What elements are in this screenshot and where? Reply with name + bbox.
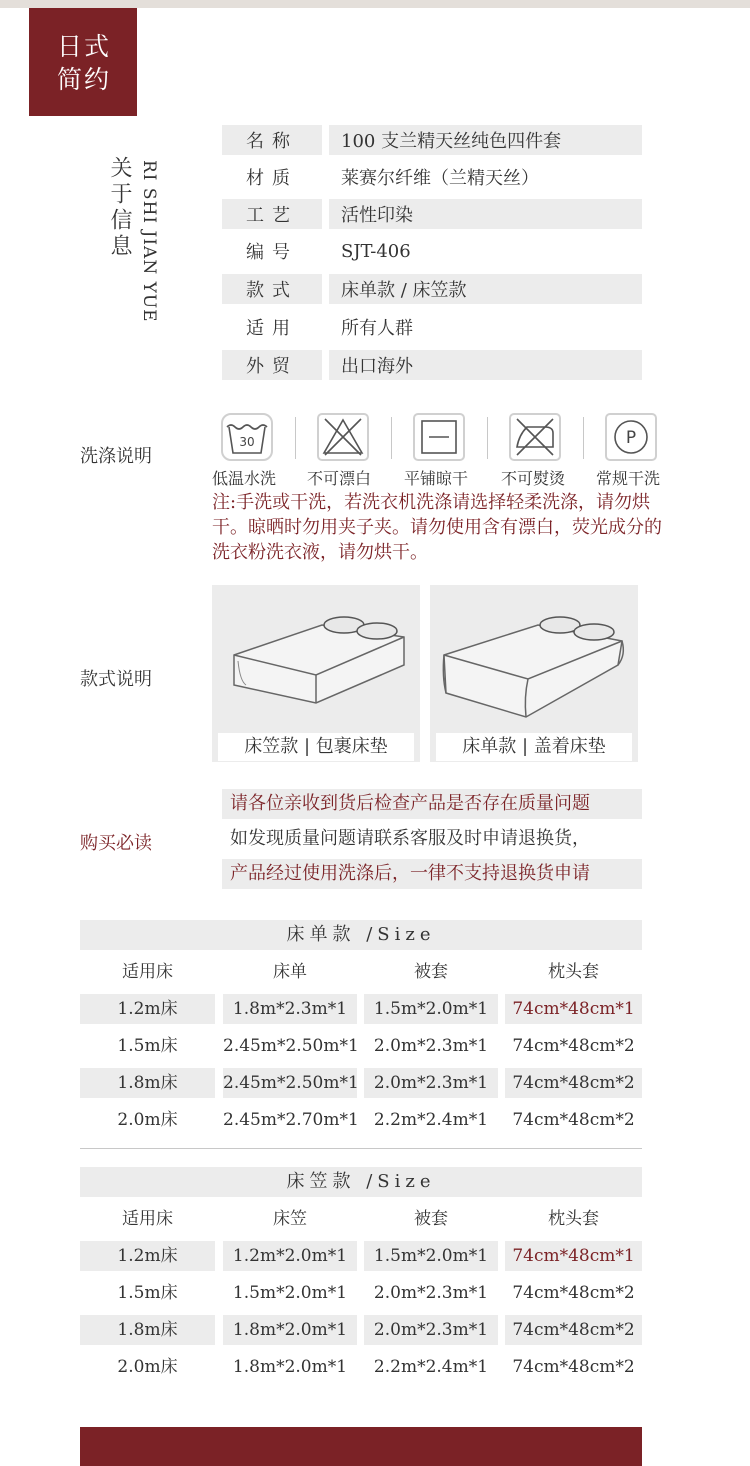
table-cell: 2.0m床 [117,1357,178,1377]
style-badge [29,8,137,116]
fitted-sheet-card [212,585,420,762]
table-cell: 74cm*48cm*2 [505,1315,642,1345]
no-bleach-icon [317,413,369,461]
about-title: 关于信息 [107,156,132,260]
table-cell: 1.5m床 [117,1283,178,1303]
table-divider [80,1148,642,1149]
info-value: 100 支兰精天丝纯色四件套 [341,131,562,152]
info-key: 款式 [246,280,298,301]
table-cell: 2.2m*2.4m*1 [373,1357,489,1377]
table-cell: 2.0m*2.3m*1 [373,1036,489,1056]
info-value: 活性印染 [341,205,413,226]
table-header-cell: 适用床 [122,962,173,982]
table-cell: 74cm*48cm*1 [505,994,642,1024]
footer-bar [80,1427,642,1466]
table-cell: 74cm*48cm*2 [512,1036,635,1056]
badge-line-1: 日式 [57,32,112,61]
flat-sheet-bed-icon [430,585,638,732]
table-cell: 1.8m*2.0m*1 [232,1357,348,1377]
table-cell: 1.5m床 [117,1036,178,1056]
table-header-cell: 枕头套 [548,962,599,982]
buy-line-3: 产品经过使用洗涤后，一律不支持退换货申请 [222,859,642,889]
info-value: 莱赛尔纤维（兰精天丝） [341,168,539,189]
table-row [80,1105,642,1135]
table-cell: 2.45m*2.50m*1 [223,1036,359,1056]
info-value: 床单款 / 床笠款 [341,280,467,301]
table-row [80,1031,642,1061]
wash-section-label: 洗涤说明 [80,446,152,467]
info-key: 名称 [246,131,298,152]
flat-sheet-card [430,585,638,762]
table-header-cell: 适用床 [122,1209,173,1229]
table-cell: 2.0m床 [117,1110,178,1130]
table-cell: 2.45m*2.50m*1 [223,1068,357,1098]
info-value: SJT-406 [341,240,411,262]
badge-line-2: 简约 [57,65,112,94]
wash-note: 注:手洗或干洗，若洗衣机洗涤请选择轻柔洗涤，请勿烘干。晾晒时勿用夹子夹。请勿使用含有漂白，荧光成分的洗衣粉洗衣液，请勿烘干。 [212,492,662,563]
wash-30-icon [221,413,273,461]
table-row [80,1241,642,1271]
no-iron-icon [509,413,561,461]
table-cell: 2.0m*2.3m*1 [364,1068,498,1098]
table-header-cell: 被套 [414,962,448,982]
table-header-cell: 床笠 [273,1209,307,1229]
info-value: 所有人群 [341,318,413,339]
table-cell: 1.8m床 [80,1068,215,1098]
table-cell: 74cm*48cm*2 [512,1283,635,1303]
info-row-material [222,162,642,192]
table-header-cell: 枕头套 [548,1209,599,1229]
table-cell: 74cm*48cm*2 [505,1068,642,1098]
table-cell: 1.2m床 [80,994,215,1024]
info-row-style [222,274,642,304]
table-cell: 1.5m*2.0m*1 [364,994,498,1024]
top-divider [0,0,750,8]
fitted-sheet-bed-icon [212,585,420,732]
table-cell: 1.5m*2.0m*1 [232,1283,348,1303]
buy-line-2: 如发现质量问题请联系客服及时申请退换货， [230,828,590,849]
table-cell: 1.8m*2.0m*1 [223,1315,357,1345]
info-row-trade [222,350,642,380]
wash-label-no-bleach: 不可漂白 [307,469,372,488]
table-row [80,1068,642,1098]
sheet-size-table-title: 床单款 /Size [80,920,642,950]
buy-section-label: 购买必读 [80,833,152,854]
info-row-name [222,125,642,155]
wash-label-low-temp: 低温水洗 [212,469,277,488]
style-section-label: 款式说明 [80,669,152,690]
info-value: 出口海外 [341,356,413,377]
info-row-suitable [222,312,642,342]
table-cell: 2.0m*2.3m*1 [364,1315,498,1345]
table-header-cell: 被套 [414,1209,448,1229]
table-cell: 1.5m*2.0m*1 [364,1241,498,1271]
info-key: 编号 [246,242,298,263]
wash-label-flat-dry: 平铺晾干 [404,469,469,488]
wash-label-dry-clean: 常规干洗 [596,469,661,488]
flat-dry-icon [413,413,465,461]
table-cell: 2.45m*2.70m*1 [223,1110,359,1130]
dry-clean-p-icon [605,413,657,461]
info-key: 工艺 [246,205,298,226]
table-cell: 1.8m床 [80,1315,215,1345]
table-header-row [80,1204,642,1234]
table-cell: 1.8m*2.3m*1 [223,994,357,1024]
fitted-size-table-title: 床笠款 /Size [80,1167,642,1197]
buy-line-1: 请各位亲收到货后检查产品是否存在质量问题 [222,789,642,819]
wash-label-no-iron: 不可熨烫 [501,469,566,488]
table-row [80,1352,642,1382]
info-row-craft [222,199,642,229]
fitted-sheet-caption: 床笠款 | 包裹床垫 [218,733,414,761]
wash-temp-text: 30 [239,435,255,449]
about-subtitle: RI SHI JIAN YUE [139,160,159,323]
table-row [80,994,642,1024]
info-key: 外贸 [246,356,298,377]
table-cell: 74cm*48cm*2 [512,1357,635,1377]
flat-sheet-caption: 床单款 | 盖着床垫 [436,733,632,761]
table-cell: 74cm*48cm*2 [512,1110,635,1130]
table-cell: 2.2m*2.4m*1 [373,1110,489,1130]
table-row [80,1315,642,1345]
table-cell: 1.2m*2.0m*1 [223,1241,357,1271]
table-cell: 74cm*48cm*1 [505,1241,642,1271]
info-key: 适用 [246,318,298,339]
table-row [80,1278,642,1308]
table-header-cell: 床单 [273,962,307,982]
table-cell: 2.0m*2.3m*1 [373,1283,489,1303]
table-header-row [80,957,642,987]
info-key: 材质 [246,168,298,189]
info-row-code [222,236,642,266]
dry-clean-letter: P [625,428,637,448]
table-cell: 1.2m床 [80,1241,215,1271]
